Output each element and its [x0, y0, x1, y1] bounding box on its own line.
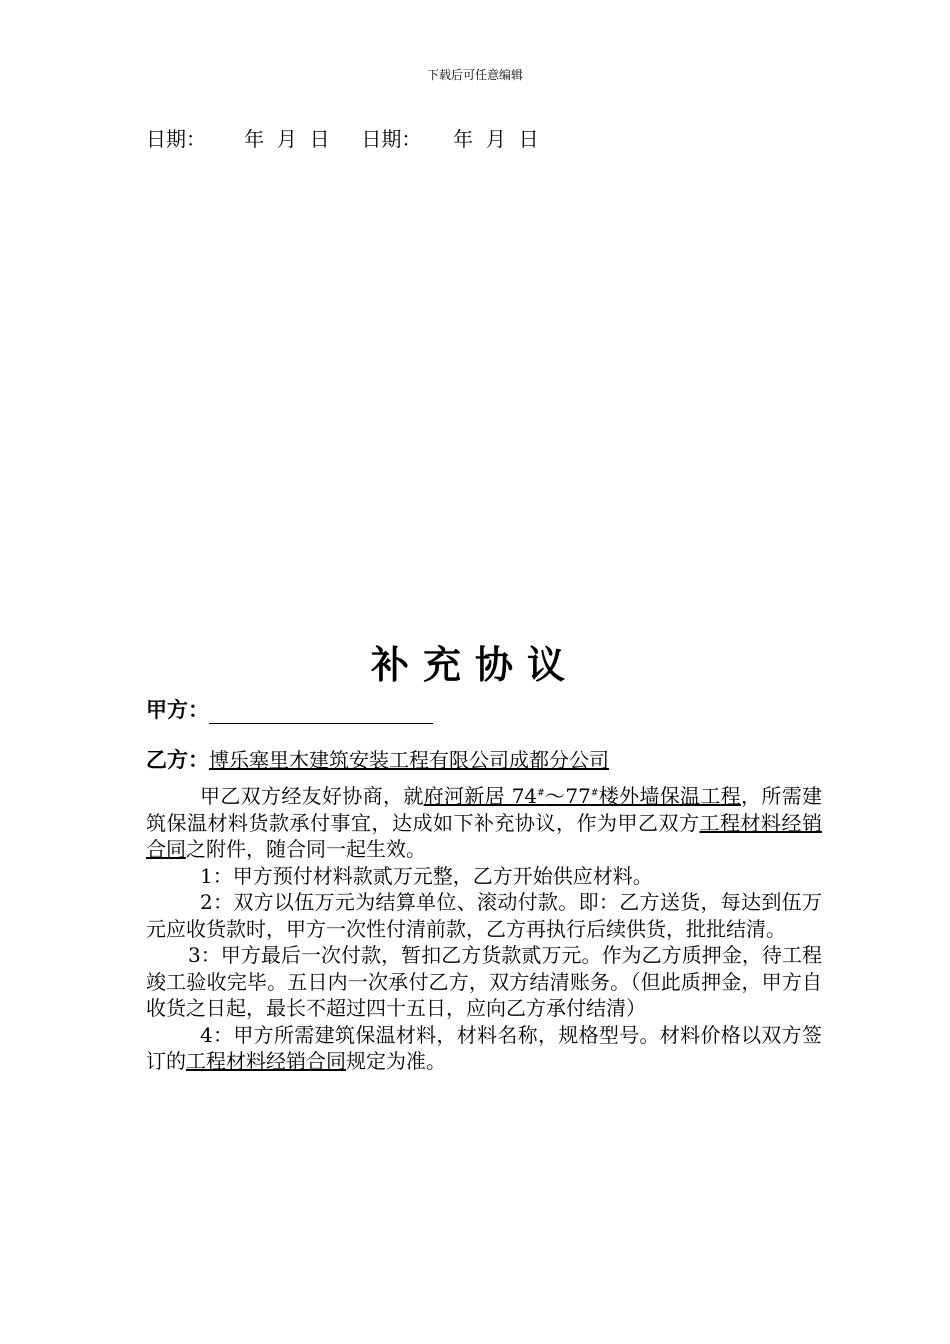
- clause-4-post: 规定为准。: [346, 1049, 446, 1073]
- party-a-blank: [209, 701, 433, 724]
- party-b-line: [146, 744, 609, 774]
- clause-4: [146, 1022, 822, 1075]
- clause-3: 3：甲方最后一次付款，暂扣乙方货款贰万元。作为乙方质押金，待工程竣工验收完毕。五日内一次承付乙方，双方结清账务。（但此质押金，甲方自收货之日起，最长不超过四十五日，应向乙方承付结清）: [146, 943, 822, 1020]
- party-b-company: 博乐塞里木建筑安装工程有限公司成都分公司: [209, 748, 609, 772]
- project-name: [424, 784, 741, 808]
- clause-2: 2：双方以伍万元为结算单位、滚动付款。即：乙方送货，每达到伍万元应收货款时，甲方一次性付清前款，乙方再执行后续供货，批批结清。: [146, 890, 822, 941]
- clause-4-pre: 4：甲方所需建筑保温材料，材料名称，规格型号。材料价格以双方签订的: [146, 1022, 822, 1073]
- contract-name: 工程材料经销合同: [146, 810, 822, 861]
- clause-4-contract: 工程材料经销合同: [186, 1049, 346, 1073]
- project-mid: ～77: [544, 784, 591, 808]
- party-b-label: 乙方：: [146, 748, 209, 772]
- agreement-body: [146, 783, 822, 1075]
- project-part-b: 楼外墙保温工程: [598, 784, 742, 808]
- date-line: 日期： 年 月 日 日期： 年 月 日: [146, 127, 539, 151]
- project-part-a: 府河新居 74: [423, 784, 538, 808]
- project-sup-a: #: [537, 788, 545, 799]
- party-a-label: 甲方：: [146, 698, 209, 722]
- intro-paragraph: [146, 783, 822, 863]
- intro-pre: 甲乙双方经友好协商，就: [200, 784, 424, 808]
- intro-mid: ，所需建筑保温材料货款承付事宜，达成如下补充协议，作为甲乙双方: [146, 784, 823, 835]
- intro-post: 之附件，随合同一起生效。: [186, 837, 426, 861]
- header-note: 下载后可任意编辑: [426, 68, 523, 82]
- document-title: 补充协议: [370, 643, 579, 687]
- project-sup-b: #: [590, 788, 599, 799]
- clause-1: 1：甲方预付材料款贰万元整，乙方开始供应材料。: [200, 863, 653, 888]
- party-a-line: [146, 694, 433, 724]
